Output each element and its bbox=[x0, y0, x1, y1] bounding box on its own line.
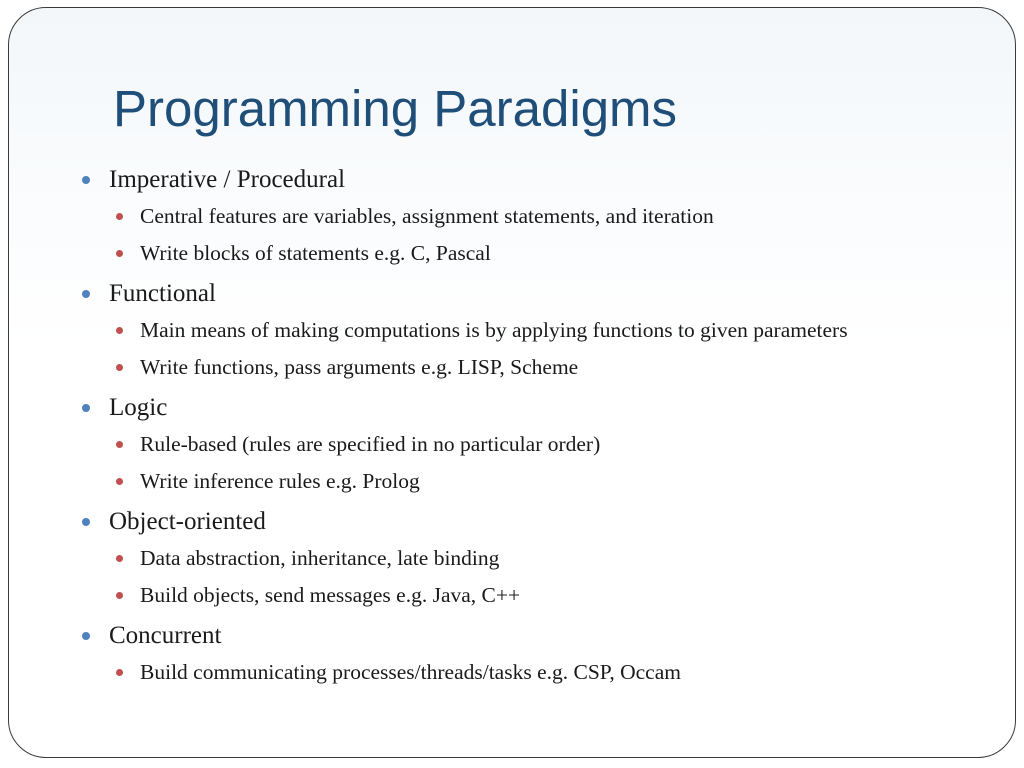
bullet-text: Concurrent bbox=[109, 622, 222, 649]
sub-bullet-text: Write blocks of statements e.g. C, Pascal bbox=[140, 240, 491, 265]
section-logic bbox=[78, 389, 1008, 499]
sub-bullet-dot-icon bbox=[116, 250, 123, 257]
sub-bullet-text: Build objects, send messages e.g. Java, C++ bbox=[140, 582, 521, 607]
bullet-text: Imperative / Procedural bbox=[109, 166, 346, 193]
bullet-dot-icon bbox=[82, 290, 90, 298]
sub-bullet-dot-icon bbox=[116, 555, 123, 562]
slide-title: Programming Paradigms bbox=[113, 80, 678, 137]
sub-bullet-item bbox=[78, 577, 1008, 614]
section-imperative bbox=[78, 161, 1008, 271]
sub-bullet-item bbox=[78, 654, 1008, 691]
bullet-text: Object-oriented bbox=[109, 508, 266, 535]
sub-bullet-text: Write inference rules e.g. Prolog bbox=[140, 468, 420, 493]
sub-bullet-item bbox=[78, 198, 1008, 235]
slide-content bbox=[78, 161, 1008, 695]
sub-bullet-text: Rule-based (rules are specified in no particular order) bbox=[140, 432, 601, 456]
sub-bullet-text: Main means of making computations is by applying functions to given parameters bbox=[140, 318, 848, 342]
sub-bullet-dot-icon bbox=[116, 327, 123, 334]
sub-bullet-dot-icon bbox=[116, 364, 123, 371]
bullet-imperative-procedural bbox=[78, 161, 1008, 198]
sub-bullet-dot-icon bbox=[116, 441, 123, 448]
sublist-concurrent bbox=[78, 654, 1008, 691]
section-functional bbox=[78, 275, 1008, 385]
sub-bullet-item bbox=[78, 463, 1008, 500]
sublist-object-oriented bbox=[78, 540, 1008, 613]
section-concurrent bbox=[78, 617, 1008, 691]
section-object-oriented bbox=[78, 503, 1008, 613]
bullet-functional bbox=[78, 275, 1008, 312]
sub-bullet-dot-icon bbox=[116, 592, 123, 599]
bullet-concurrent bbox=[78, 617, 1008, 654]
bullet-text: Logic bbox=[109, 394, 168, 421]
sublist-functional bbox=[78, 312, 1008, 385]
bullet-logic bbox=[78, 389, 1008, 426]
bullet-dot-icon bbox=[82, 176, 90, 184]
sub-bullet-dot-icon bbox=[116, 213, 123, 220]
sub-bullet-text: Data abstraction, inheritance, late binding bbox=[140, 546, 500, 570]
sub-bullet-item bbox=[78, 349, 1008, 386]
sub-bullet-item bbox=[78, 426, 1008, 463]
sub-bullet-dot-icon bbox=[116, 478, 123, 485]
bullet-dot-icon bbox=[82, 404, 90, 412]
sub-bullet-item bbox=[78, 235, 1008, 272]
bullet-dot-icon bbox=[82, 632, 90, 640]
sub-bullet-dot-icon bbox=[116, 669, 123, 676]
bullet-dot-icon bbox=[82, 518, 90, 526]
sub-bullet-text: Build communicating processes/threads/tasks e.g. CSP, Occam bbox=[140, 660, 681, 684]
bullet-text: Functional bbox=[109, 280, 216, 307]
sub-bullet-text: Write functions, pass arguments e.g. LISP, Scheme bbox=[140, 354, 579, 379]
sub-bullet-text: Central features are variables, assignment statements, and iteration bbox=[140, 204, 714, 228]
sub-bullet-item bbox=[78, 540, 1008, 577]
sublist-logic bbox=[78, 426, 1008, 499]
sub-bullet-item bbox=[78, 312, 1008, 349]
sublist-imperative bbox=[78, 198, 1008, 271]
bullet-object-oriented bbox=[78, 503, 1008, 540]
